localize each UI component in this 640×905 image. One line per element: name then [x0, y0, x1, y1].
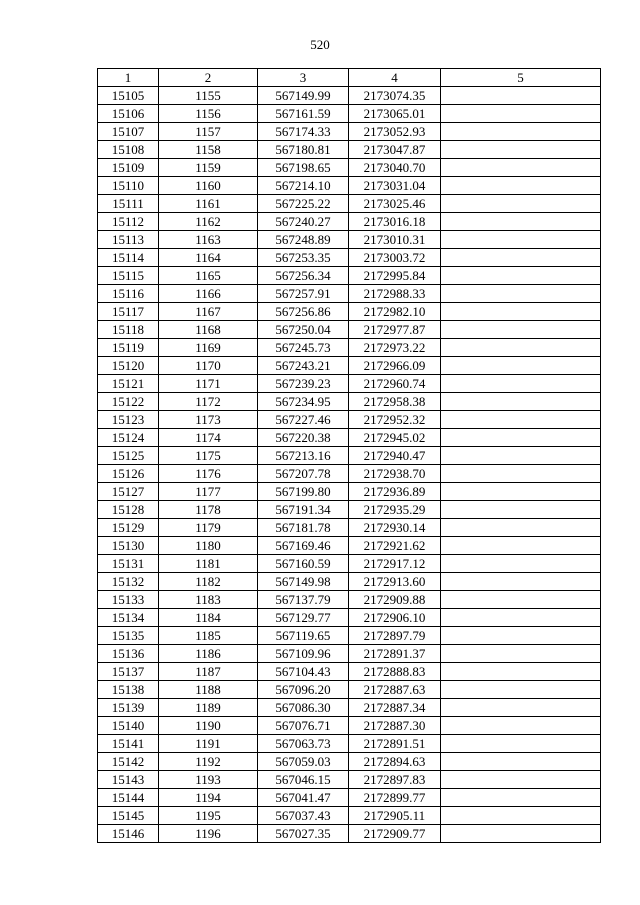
table-cell: 1174 — [159, 429, 258, 447]
table-row — [98, 141, 601, 159]
table-cell: 1167 — [159, 303, 258, 321]
column-header: 1 — [98, 69, 159, 87]
table-cell: 1189 — [159, 699, 258, 717]
table-cell: 15136 — [98, 645, 159, 663]
table-cell: 15105 — [98, 87, 159, 105]
table-cell: 1179 — [159, 519, 258, 537]
table-row — [98, 537, 601, 555]
table-cell: 1172 — [159, 393, 258, 411]
table-cell — [441, 573, 601, 591]
table-cell: 2172894.63 — [349, 753, 441, 771]
table-cell: 15120 — [98, 357, 159, 375]
table-cell: 15114 — [98, 249, 159, 267]
table-cell: 15115 — [98, 267, 159, 285]
table-cell: 15122 — [98, 393, 159, 411]
table-cell: 1193 — [159, 771, 258, 789]
table-cell: 567037.43 — [258, 807, 349, 825]
table-cell: 567063.73 — [258, 735, 349, 753]
column-header: 2 — [159, 69, 258, 87]
table-cell: 1187 — [159, 663, 258, 681]
table-cell: 567149.98 — [258, 573, 349, 591]
table-cell: 567213.16 — [258, 447, 349, 465]
table-cell — [441, 195, 601, 213]
table-cell: 1173 — [159, 411, 258, 429]
table-cell: 567104.43 — [258, 663, 349, 681]
table-cell: 567248.89 — [258, 231, 349, 249]
table-cell — [441, 105, 601, 123]
column-header: 3 — [258, 69, 349, 87]
table-cell — [441, 177, 601, 195]
table-cell: 567256.34 — [258, 267, 349, 285]
table-cell: 1196 — [159, 825, 258, 843]
table-cell: 567199.80 — [258, 483, 349, 501]
table-cell: 567096.20 — [258, 681, 349, 699]
table-cell: 15129 — [98, 519, 159, 537]
table-cell — [441, 285, 601, 303]
table-cell: 1168 — [159, 321, 258, 339]
table-cell: 1178 — [159, 501, 258, 519]
table-cell: 2172917.12 — [349, 555, 441, 573]
table-cell: 2172899.77 — [349, 789, 441, 807]
table-cell — [441, 555, 601, 573]
table-cell: 15128 — [98, 501, 159, 519]
table-cell: 567253.35 — [258, 249, 349, 267]
table-cell: 1180 — [159, 537, 258, 555]
table-cell: 15109 — [98, 159, 159, 177]
table-cell: 567245.73 — [258, 339, 349, 357]
table-cell — [441, 375, 601, 393]
table-cell: 567149.99 — [258, 87, 349, 105]
table-cell: 15131 — [98, 555, 159, 573]
table-cell: 2172921.62 — [349, 537, 441, 555]
table-cell: 567207.78 — [258, 465, 349, 483]
table-cell — [441, 447, 601, 465]
table-cell — [441, 339, 601, 357]
table-cell — [441, 501, 601, 519]
table-cell: 15111 — [98, 195, 159, 213]
table-cell: 15124 — [98, 429, 159, 447]
table-cell: 15139 — [98, 699, 159, 717]
table-cell: 567119.65 — [258, 627, 349, 645]
table-row — [98, 663, 601, 681]
table-cell: 15135 — [98, 627, 159, 645]
table-cell: 2172888.83 — [349, 663, 441, 681]
table-cell: 1170 — [159, 357, 258, 375]
table-cell — [441, 789, 601, 807]
table-row — [98, 231, 601, 249]
table-row — [98, 339, 601, 357]
table-row — [98, 105, 601, 123]
table-cell: 567239.23 — [258, 375, 349, 393]
page-number: 520 — [310, 37, 330, 52]
table-row — [98, 465, 601, 483]
table-row — [98, 753, 601, 771]
table-row — [98, 249, 601, 267]
table-cell: 1185 — [159, 627, 258, 645]
table-cell: 567225.22 — [258, 195, 349, 213]
table-row — [98, 447, 601, 465]
table-cell: 2172905.11 — [349, 807, 441, 825]
table-cell: 2172966.09 — [349, 357, 441, 375]
table-cell — [441, 303, 601, 321]
table-cell: 1171 — [159, 375, 258, 393]
table-cell: 2172940.47 — [349, 447, 441, 465]
table-cell: 2172909.88 — [349, 591, 441, 609]
table-row — [98, 357, 601, 375]
table-cell: 15132 — [98, 573, 159, 591]
table-cell: 567161.59 — [258, 105, 349, 123]
table-cell — [441, 519, 601, 537]
table-row — [98, 267, 601, 285]
table-cell: 2173047.87 — [349, 141, 441, 159]
table-cell: 2173010.31 — [349, 231, 441, 249]
table-cell: 567180.81 — [258, 141, 349, 159]
table-cell: 2173016.18 — [349, 213, 441, 231]
table-cell: 2172958.38 — [349, 393, 441, 411]
table-cell: 2172952.32 — [349, 411, 441, 429]
table-cell: 1169 — [159, 339, 258, 357]
table-row — [98, 717, 601, 735]
table-cell: 15138 — [98, 681, 159, 699]
table-row — [98, 609, 601, 627]
table-cell: 567243.21 — [258, 357, 349, 375]
table-row — [98, 573, 601, 591]
table-cell: 1155 — [159, 87, 258, 105]
table-cell — [441, 429, 601, 447]
table-row — [98, 159, 601, 177]
table-cell: 2172930.14 — [349, 519, 441, 537]
table-cell — [441, 645, 601, 663]
table-cell: 1177 — [159, 483, 258, 501]
table-cell: 15134 — [98, 609, 159, 627]
table-cell — [441, 411, 601, 429]
table-cell: 1163 — [159, 231, 258, 249]
table-cell: 567227.46 — [258, 411, 349, 429]
table-cell: 1158 — [159, 141, 258, 159]
table-cell: 2172988.33 — [349, 285, 441, 303]
table-cell: 2172891.37 — [349, 645, 441, 663]
table-cell: 2172897.83 — [349, 771, 441, 789]
table-cell: 567137.79 — [258, 591, 349, 609]
table-cell: 15137 — [98, 663, 159, 681]
table-cell — [441, 267, 601, 285]
table-cell: 15119 — [98, 339, 159, 357]
table-cell: 2172977.87 — [349, 321, 441, 339]
table-cell: 15125 — [98, 447, 159, 465]
table-row — [98, 735, 601, 753]
table-row — [98, 177, 601, 195]
table-cell: 15142 — [98, 753, 159, 771]
table-cell: 1195 — [159, 807, 258, 825]
table-cell: 567250.04 — [258, 321, 349, 339]
table-cell: 1190 — [159, 717, 258, 735]
table-cell — [441, 483, 601, 501]
table-cell: 15146 — [98, 825, 159, 843]
table-row — [98, 519, 601, 537]
table-cell: 15133 — [98, 591, 159, 609]
table-cell: 1181 — [159, 555, 258, 573]
table-cell: 567086.30 — [258, 699, 349, 717]
table-cell: 2172935.29 — [349, 501, 441, 519]
table-cell: 2172945.02 — [349, 429, 441, 447]
table-row — [98, 789, 601, 807]
table-cell — [441, 735, 601, 753]
table-cell: 2173074.35 — [349, 87, 441, 105]
table-cell: 567027.35 — [258, 825, 349, 843]
table-cell: 1175 — [159, 447, 258, 465]
table-row — [98, 303, 601, 321]
table-row — [98, 771, 601, 789]
table-cell: 2172960.74 — [349, 375, 441, 393]
table-cell: 15108 — [98, 141, 159, 159]
table-cell: 567041.47 — [258, 789, 349, 807]
table-row — [98, 429, 601, 447]
table-row — [98, 699, 601, 717]
table-cell: 15126 — [98, 465, 159, 483]
table-cell: 15141 — [98, 735, 159, 753]
table-cell — [441, 627, 601, 645]
table-row — [98, 321, 601, 339]
table-row — [98, 393, 601, 411]
table-row — [98, 807, 601, 825]
table-cell — [441, 357, 601, 375]
table-cell — [441, 465, 601, 483]
table-row — [98, 681, 601, 699]
table-cell: 1192 — [159, 753, 258, 771]
table-cell: 567109.96 — [258, 645, 349, 663]
table-cell: 2172906.10 — [349, 609, 441, 627]
table-cell: 567257.91 — [258, 285, 349, 303]
table-row — [98, 375, 601, 393]
table-cell: 567129.77 — [258, 609, 349, 627]
table-cell: 567234.95 — [258, 393, 349, 411]
table-cell: 1182 — [159, 573, 258, 591]
table-cell — [441, 771, 601, 789]
coordinates-table — [97, 68, 601, 843]
table-cell: 1160 — [159, 177, 258, 195]
table-cell — [441, 231, 601, 249]
table-cell: 15143 — [98, 771, 159, 789]
table-cell: 567240.27 — [258, 213, 349, 231]
table-row — [98, 195, 601, 213]
table-cell: 2172913.60 — [349, 573, 441, 591]
table-cell — [441, 123, 601, 141]
table-cell: 567174.33 — [258, 123, 349, 141]
table-body — [98, 87, 601, 843]
table-cell: 2172887.34 — [349, 699, 441, 717]
table-cell: 567214.10 — [258, 177, 349, 195]
table-row — [98, 213, 601, 231]
table-cell: 1164 — [159, 249, 258, 267]
table-cell — [441, 249, 601, 267]
table-cell — [441, 663, 601, 681]
table-row — [98, 123, 601, 141]
table-cell: 567160.59 — [258, 555, 349, 573]
table-cell: 1157 — [159, 123, 258, 141]
table-cell: 567169.46 — [258, 537, 349, 555]
table-cell — [441, 681, 601, 699]
table-cell: 2172897.79 — [349, 627, 441, 645]
table-cell: 567220.38 — [258, 429, 349, 447]
table-cell: 2172887.30 — [349, 717, 441, 735]
table-cell: 2172938.70 — [349, 465, 441, 483]
table-cell: 2172982.10 — [349, 303, 441, 321]
column-header: 4 — [349, 69, 441, 87]
table-cell: 1162 — [159, 213, 258, 231]
table-cell: 1188 — [159, 681, 258, 699]
table-cell: 2172891.51 — [349, 735, 441, 753]
table-cell: 15110 — [98, 177, 159, 195]
table-cell: 2173040.70 — [349, 159, 441, 177]
table-cell: 2172995.84 — [349, 267, 441, 285]
table-cell — [441, 807, 601, 825]
table-cell: 1165 — [159, 267, 258, 285]
table-cell: 2173065.01 — [349, 105, 441, 123]
table-cell: 567191.34 — [258, 501, 349, 519]
table-cell: 15140 — [98, 717, 159, 735]
table-cell: 15144 — [98, 789, 159, 807]
table-cell: 2172936.89 — [349, 483, 441, 501]
table-cell — [441, 321, 601, 339]
table-cell: 1166 — [159, 285, 258, 303]
table-cell: 15145 — [98, 807, 159, 825]
table-cell: 15117 — [98, 303, 159, 321]
table-cell — [441, 141, 601, 159]
table-cell: 567076.71 — [258, 717, 349, 735]
table-cell — [441, 537, 601, 555]
table-cell: 1176 — [159, 465, 258, 483]
table-cell: 1186 — [159, 645, 258, 663]
table-cell — [441, 699, 601, 717]
table-cell: 2173052.93 — [349, 123, 441, 141]
table-row — [98, 501, 601, 519]
table-cell: 15107 — [98, 123, 159, 141]
table-cell: 1191 — [159, 735, 258, 753]
table-cell — [441, 717, 601, 735]
table-row — [98, 591, 601, 609]
table-cell: 2173025.46 — [349, 195, 441, 213]
table-cell: 567059.03 — [258, 753, 349, 771]
table-row — [98, 825, 601, 843]
table-row — [98, 645, 601, 663]
table-cell: 2173003.72 — [349, 249, 441, 267]
table-cell: 2172887.63 — [349, 681, 441, 699]
table-cell: 15113 — [98, 231, 159, 249]
table-cell: 1184 — [159, 609, 258, 627]
table-cell — [441, 753, 601, 771]
table-cell — [441, 159, 601, 177]
table-cell: 567046.15 — [258, 771, 349, 789]
table-cell: 1183 — [159, 591, 258, 609]
table-cell: 567198.65 — [258, 159, 349, 177]
column-header: 5 — [441, 69, 601, 87]
table-row — [98, 87, 601, 105]
table-cell — [441, 609, 601, 627]
table-row — [98, 555, 601, 573]
table-cell: 567256.86 — [258, 303, 349, 321]
table-cell — [441, 591, 601, 609]
table-cell: 1156 — [159, 105, 258, 123]
table-cell: 567181.78 — [258, 519, 349, 537]
table-row — [98, 285, 601, 303]
table-cell: 2172973.22 — [349, 339, 441, 357]
table-cell: 2173031.04 — [349, 177, 441, 195]
table-cell: 15112 — [98, 213, 159, 231]
table-cell: 15116 — [98, 285, 159, 303]
table-cell — [441, 87, 601, 105]
table-cell — [441, 825, 601, 843]
table-cell: 2172909.77 — [349, 825, 441, 843]
table-row — [98, 483, 601, 501]
table-row — [98, 627, 601, 645]
table-header-row — [98, 69, 601, 87]
table-cell: 15121 — [98, 375, 159, 393]
table-cell: 15118 — [98, 321, 159, 339]
table-row — [98, 411, 601, 429]
table-cell: 1159 — [159, 159, 258, 177]
table-cell: 15127 — [98, 483, 159, 501]
table-cell: 15130 — [98, 537, 159, 555]
table-cell: 15106 — [98, 105, 159, 123]
table-cell: 15123 — [98, 411, 159, 429]
table-cell: 1194 — [159, 789, 258, 807]
table-cell: 1161 — [159, 195, 258, 213]
table-cell — [441, 213, 601, 231]
table-cell — [441, 393, 601, 411]
